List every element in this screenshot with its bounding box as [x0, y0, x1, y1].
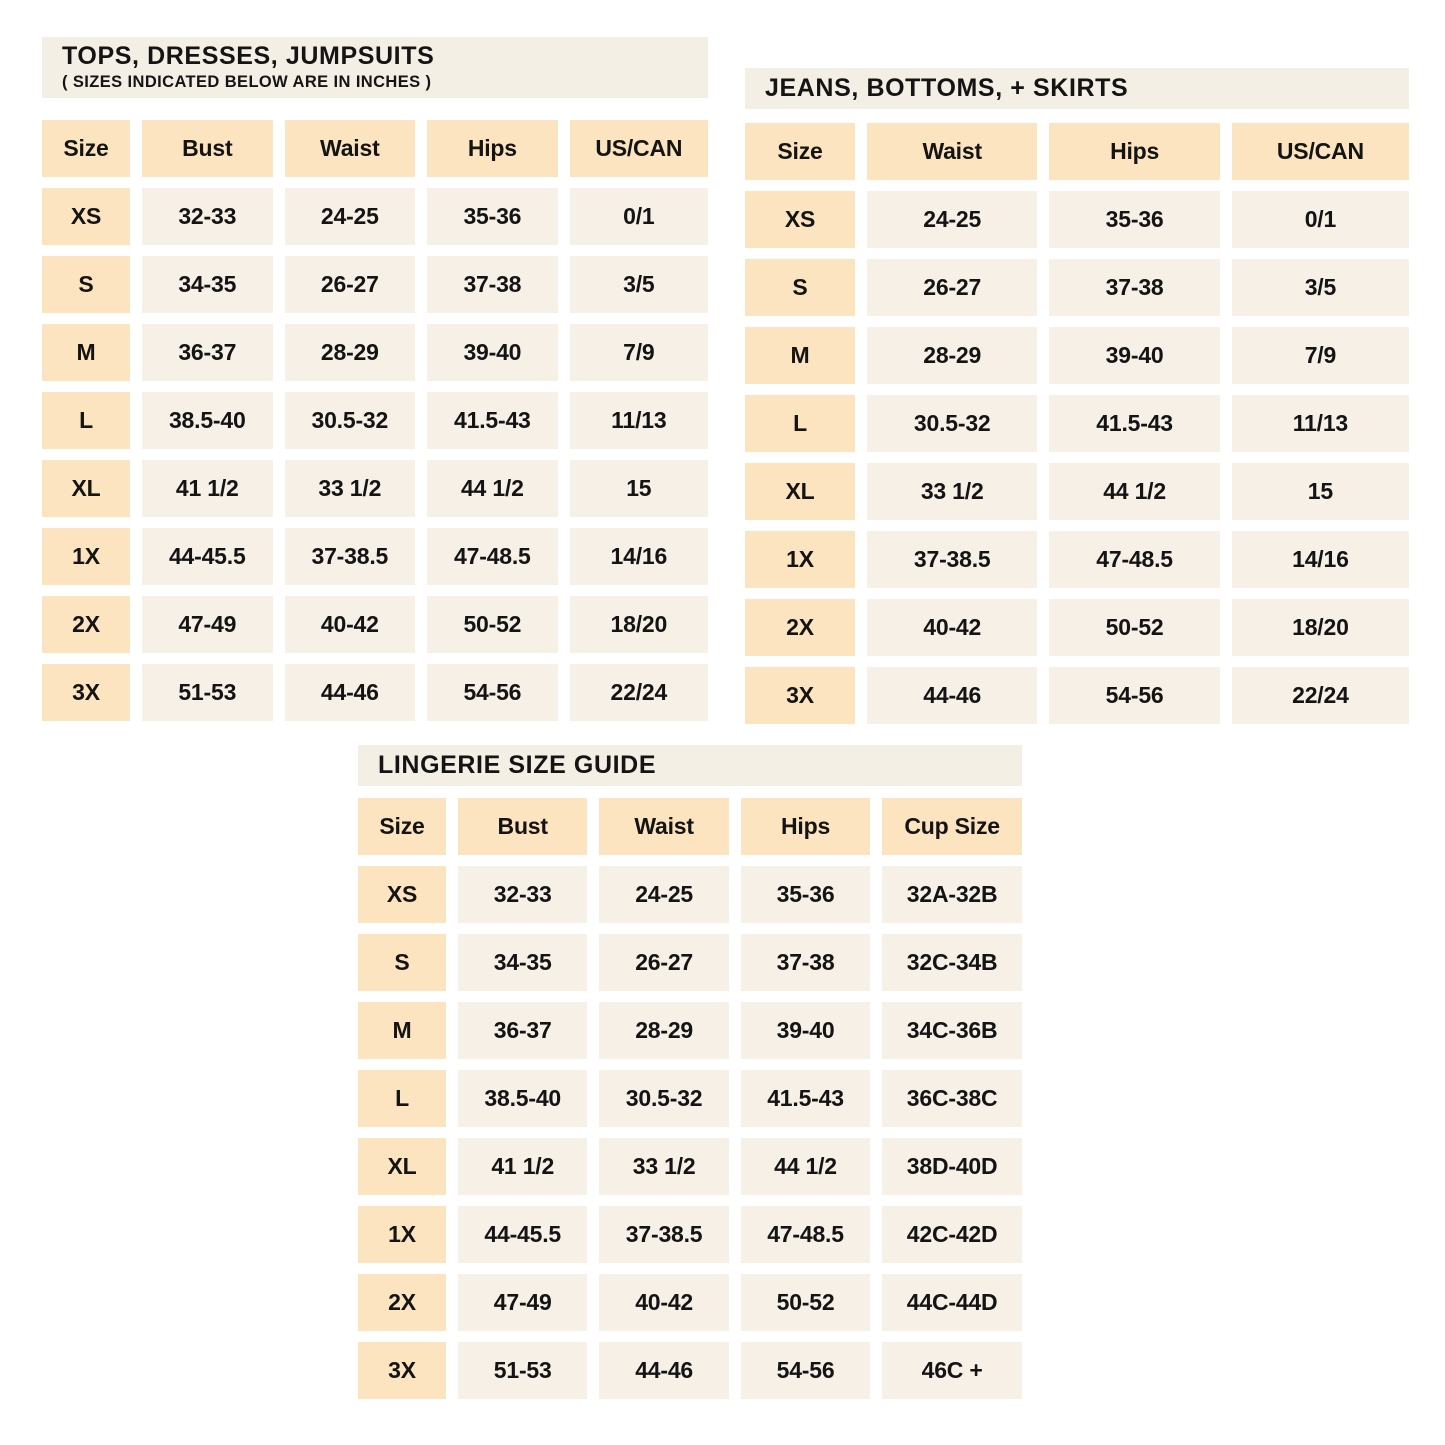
value-cell: 0/1	[1232, 191, 1409, 248]
jeans-table-title: JEANS, BOTTOMS, + SKIRTS	[765, 73, 1129, 102]
size-label-cell: XL	[745, 463, 855, 520]
value-cell: 44 1/2	[1049, 463, 1219, 520]
value-cell: 33 1/2	[285, 460, 416, 517]
size-label-cell: M	[358, 1002, 446, 1059]
size-label-cell: 1X	[42, 528, 130, 585]
lingerie-size-grid	[358, 798, 1022, 1399]
column-header-cell: Hips	[1049, 123, 1219, 180]
value-cell: 41.5-43	[741, 1070, 870, 1127]
value-cell: 37-38	[1049, 259, 1219, 316]
size-label-cell: 3X	[745, 667, 855, 724]
value-cell: 50-52	[427, 596, 558, 653]
column-header-cell: US/CAN	[570, 120, 708, 177]
size-label-cell: L	[745, 395, 855, 452]
size-label-cell: XS	[745, 191, 855, 248]
value-cell: 32A-32B	[882, 866, 1022, 923]
lingerie-title-band	[358, 745, 1022, 786]
value-cell: 44 1/2	[427, 460, 558, 517]
value-cell: 34-35	[142, 256, 273, 313]
value-cell: 44-46	[285, 664, 416, 721]
value-cell: 15	[570, 460, 708, 517]
value-cell: 44C-44D	[882, 1274, 1022, 1331]
value-cell: 35-36	[427, 188, 558, 245]
value-cell: 15	[1232, 463, 1409, 520]
column-header-cell: Size	[42, 120, 130, 177]
value-cell: 36-37	[142, 324, 273, 381]
size-label-cell: S	[745, 259, 855, 316]
value-cell: 18/20	[1232, 599, 1409, 656]
value-cell: 54-56	[741, 1342, 870, 1399]
jeans-size-grid	[745, 123, 1409, 724]
value-cell: 37-38	[427, 256, 558, 313]
value-cell: 30.5-32	[599, 1070, 728, 1127]
value-cell: 40-42	[599, 1274, 728, 1331]
table-lingerie-size-guide	[358, 745, 1022, 1399]
value-cell: 54-56	[427, 664, 558, 721]
value-cell: 7/9	[570, 324, 708, 381]
value-cell: 39-40	[427, 324, 558, 381]
column-header-cell: US/CAN	[1232, 123, 1409, 180]
value-cell: 11/13	[1232, 395, 1409, 452]
value-cell: 44-46	[599, 1342, 728, 1399]
value-cell: 37-38	[741, 934, 870, 991]
column-header-cell: Size	[745, 123, 855, 180]
value-cell: 51-53	[142, 664, 273, 721]
column-header-cell: Hips	[741, 798, 870, 855]
value-cell: 3/5	[570, 256, 708, 313]
value-cell: 36C-38C	[882, 1070, 1022, 1127]
value-cell: 28-29	[599, 1002, 728, 1059]
value-cell: 33 1/2	[867, 463, 1037, 520]
value-cell: 38D-40D	[882, 1138, 1022, 1195]
size-label-cell: XS	[42, 188, 130, 245]
lingerie-table-title: LINGERIE SIZE GUIDE	[378, 750, 657, 779]
value-cell: 50-52	[1049, 599, 1219, 656]
value-cell: 44 1/2	[741, 1138, 870, 1195]
value-cell: 46C +	[882, 1342, 1022, 1399]
size-label-cell: M	[42, 324, 130, 381]
size-label-cell: L	[42, 392, 130, 449]
value-cell: 54-56	[1049, 667, 1219, 724]
jeans-title-band	[745, 68, 1409, 109]
table-jeans-bottoms-skirts	[745, 68, 1409, 724]
value-cell: 37-38.5	[285, 528, 416, 585]
value-cell: 35-36	[1049, 191, 1219, 248]
value-cell: 44-45.5	[142, 528, 273, 585]
size-label-cell: L	[358, 1070, 446, 1127]
column-header-cell: Waist	[599, 798, 728, 855]
value-cell: 34-35	[458, 934, 587, 991]
value-cell: 40-42	[285, 596, 416, 653]
size-label-cell: 3X	[42, 664, 130, 721]
size-label-cell: 3X	[358, 1342, 446, 1399]
value-cell: 35-36	[741, 866, 870, 923]
column-header-cell: Waist	[867, 123, 1037, 180]
size-label-cell: M	[745, 327, 855, 384]
size-label-cell: XL	[42, 460, 130, 517]
value-cell: 26-27	[599, 934, 728, 991]
value-cell: 44-46	[867, 667, 1037, 724]
value-cell: 47-48.5	[741, 1206, 870, 1263]
value-cell: 51-53	[458, 1342, 587, 1399]
tops-table-title: TOPS, DRESSES, JUMPSUITS	[62, 42, 435, 71]
value-cell: 22/24	[1232, 667, 1409, 724]
tops-size-grid	[42, 120, 708, 721]
size-label-cell: S	[358, 934, 446, 991]
value-cell: 41 1/2	[458, 1138, 587, 1195]
value-cell: 3/5	[1232, 259, 1409, 316]
value-cell: 32-33	[458, 866, 587, 923]
value-cell: 0/1	[570, 188, 708, 245]
value-cell: 47-48.5	[427, 528, 558, 585]
value-cell: 47-48.5	[1049, 531, 1219, 588]
size-label-cell: 2X	[745, 599, 855, 656]
value-cell: 38.5-40	[142, 392, 273, 449]
value-cell: 37-38.5	[867, 531, 1037, 588]
value-cell: 30.5-32	[867, 395, 1037, 452]
tops-title-band	[42, 37, 708, 98]
column-header-cell: Bust	[142, 120, 273, 177]
value-cell: 14/16	[1232, 531, 1409, 588]
value-cell: 30.5-32	[285, 392, 416, 449]
value-cell: 34C-36B	[882, 1002, 1022, 1059]
value-cell: 24-25	[867, 191, 1037, 248]
value-cell: 32-33	[142, 188, 273, 245]
size-label-cell: 1X	[358, 1206, 446, 1263]
value-cell: 38.5-40	[458, 1070, 587, 1127]
value-cell: 41.5-43	[1049, 395, 1219, 452]
size-label-cell: S	[42, 256, 130, 313]
value-cell: 39-40	[741, 1002, 870, 1059]
value-cell: 42C-42D	[882, 1206, 1022, 1263]
column-header-cell: Hips	[427, 120, 558, 177]
value-cell: 37-38.5	[599, 1206, 728, 1263]
value-cell: 47-49	[458, 1274, 587, 1331]
value-cell: 11/13	[570, 392, 708, 449]
value-cell: 24-25	[599, 866, 728, 923]
value-cell: 44-45.5	[458, 1206, 587, 1263]
value-cell: 18/20	[570, 596, 708, 653]
table-tops-dresses-jumpsuits	[42, 37, 708, 721]
value-cell: 39-40	[1049, 327, 1219, 384]
value-cell: 41 1/2	[142, 460, 273, 517]
value-cell: 26-27	[867, 259, 1037, 316]
size-label-cell: XS	[358, 866, 446, 923]
size-label-cell: 2X	[42, 596, 130, 653]
value-cell: 41.5-43	[427, 392, 558, 449]
size-label-cell: XL	[358, 1138, 446, 1195]
value-cell: 50-52	[741, 1274, 870, 1331]
value-cell: 26-27	[285, 256, 416, 313]
column-header-cell: Size	[358, 798, 446, 855]
value-cell: 47-49	[142, 596, 273, 653]
tops-table-subtitle: ( SIZES INDICATED BELOW ARE IN INCHES )	[62, 72, 432, 91]
column-header-cell: Waist	[285, 120, 416, 177]
value-cell: 22/24	[570, 664, 708, 721]
size-label-cell: 1X	[745, 531, 855, 588]
value-cell: 33 1/2	[599, 1138, 728, 1195]
value-cell: 28-29	[285, 324, 416, 381]
value-cell: 36-37	[458, 1002, 587, 1059]
value-cell: 32C-34B	[882, 934, 1022, 991]
value-cell: 14/16	[570, 528, 708, 585]
value-cell: 7/9	[1232, 327, 1409, 384]
value-cell: 40-42	[867, 599, 1037, 656]
value-cell: 28-29	[867, 327, 1037, 384]
value-cell: 24-25	[285, 188, 416, 245]
size-label-cell: 2X	[358, 1274, 446, 1331]
column-header-cell: Cup Size	[882, 798, 1022, 855]
column-header-cell: Bust	[458, 798, 587, 855]
